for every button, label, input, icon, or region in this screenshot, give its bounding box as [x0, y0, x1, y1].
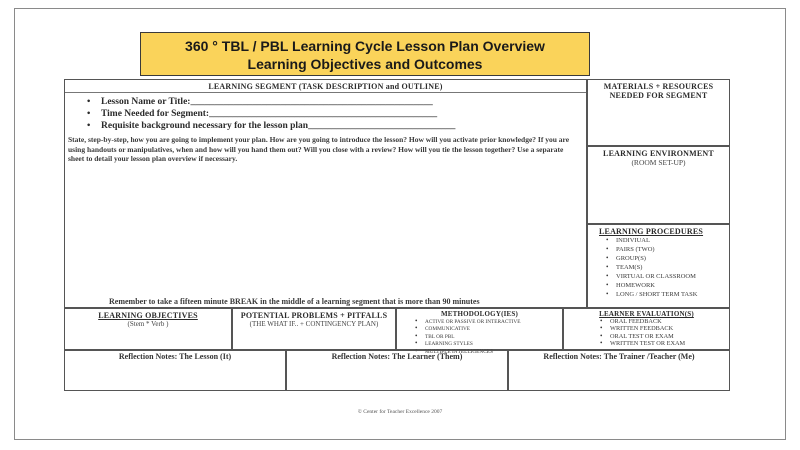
instructions-text: State, step-by-step, how you are going to implement your plan. How are you going to introduce the lesson? How will you activate prior knowledge? If you are using handouts or manipulatives, when and how will you hand them out? Will you close with a review? How will you tie the lesson together? Use a separate sheet to detail your lesson plan overview if necessary. [68, 135, 570, 163]
bullet-requisite: • Requisite background necessary for the lesson plan_______________________________ [87, 121, 456, 131]
evaluation-item: • ORAL FEEDBACK [600, 318, 729, 325]
reflection-trainer-box [508, 350, 730, 391]
procedure-item: • INDIVIUAL [606, 236, 729, 245]
reflection-learner-box [286, 350, 508, 391]
methodology-item: • LEARNING STYLES [415, 340, 562, 347]
reflection-trainer-header: Reflection Notes: The Trainer /Teacher (Me) [543, 352, 695, 361]
bullet-lesson-name-text: Lesson Name or Title:___________________________________________________ [101, 97, 433, 107]
procedure-item: • VIRTUAL OR CLASSROOM [606, 272, 729, 281]
evaluation-item: • ORAL TEST OR EXAM [600, 333, 729, 340]
bullet-list [87, 96, 582, 132]
methodology-item: • ACTIVE OR PASSIVE OR INTERACTIVE [415, 318, 562, 325]
title-banner [140, 32, 590, 76]
reflection-lesson-box [64, 350, 286, 391]
materials-box [587, 79, 730, 146]
objectives-header: LEARNING OBJECTIVES [98, 311, 198, 320]
bullet-time-needed: • Time Needed for Segment:________________________________________________ [87, 109, 438, 119]
procedure-item: • TEAM(S) [606, 263, 729, 272]
evaluation-box [563, 308, 730, 350]
problems-box [232, 308, 396, 350]
objectives-sub: (Stem * Verb ) [127, 320, 169, 328]
environment-header: LEARNING ENVIRONMENT [603, 149, 714, 158]
banner-subtitle: Learning Objectives and Outcomes [247, 56, 483, 72]
problems-sub: (THE WHAT IF.. + CONTINGENCY PLAN) [249, 320, 379, 328]
methodology-box [396, 308, 563, 355]
procedures-box [587, 224, 730, 308]
evaluation-item: • WRITTEN TEST OR EXAM [600, 340, 729, 347]
environment-box [587, 146, 730, 224]
methodology-item: • MULTIPLE INTELLIGENCES [415, 348, 562, 355]
materials-header: MATERIALS + RESOURCES NEEDED FOR SEGMENT [603, 82, 714, 100]
environment-sub: (ROOM SET-UP) [631, 158, 686, 167]
copyright-footer: © Center for Teacher Excellence 2007 [357, 409, 443, 415]
reflection-lesson-header: Reflection Notes: The Lesson (It) [118, 352, 232, 361]
evaluation-list [564, 318, 729, 347]
header-divider [65, 92, 586, 93]
bullet-requisite-text: Requisite background necessary for the lesson plan_______________________________ [101, 121, 456, 131]
procedure-item: • LONG / SHORT TERM TASK [606, 290, 729, 299]
break-reminder: Remember to take a fifteen minute BREAK in the middle of a learning segment that is more than 90 minutes [109, 297, 480, 306]
banner-title: 360 ° TBL / PBL Learning Cycle Lesson Plan Overview [185, 38, 545, 54]
bullet-lesson-name: • Lesson Name or Title:___________________________________________________ [87, 97, 433, 107]
methodology-header: METHODOLOGY(IES) [440, 310, 519, 318]
methodology-item: • TBL OR PBL [415, 333, 562, 340]
methodology-item: • COMMUNICATIVE [415, 325, 562, 332]
procedures-list [588, 236, 729, 299]
evaluation-header: LEARNER EVALUATION(S) [599, 310, 694, 318]
procedure-item: • PAIRS (TWO) [606, 245, 729, 254]
procedure-item: • GROUP(S) [606, 254, 729, 263]
learning-segment-box [64, 79, 587, 308]
learning-segment-header: LEARNING SEGMENT (TASK DESCRIPTION and OUTLINE) [208, 82, 443, 91]
problems-header: POTENTIAL PROBLEMS + PITFALLS [240, 311, 388, 320]
bullet-time-needed-text: Time Needed for Segment:________________________________________________ [101, 109, 438, 119]
reflection-learner-header: Reflection Notes: The Learner (Them) [331, 352, 463, 361]
objectives-box [64, 308, 232, 350]
procedure-item: • HOMEWORK [606, 281, 729, 290]
evaluation-item: • WRITTEN FEEDBACK [600, 325, 729, 332]
procedures-header: LEARNING PROCEDURES [599, 227, 704, 236]
